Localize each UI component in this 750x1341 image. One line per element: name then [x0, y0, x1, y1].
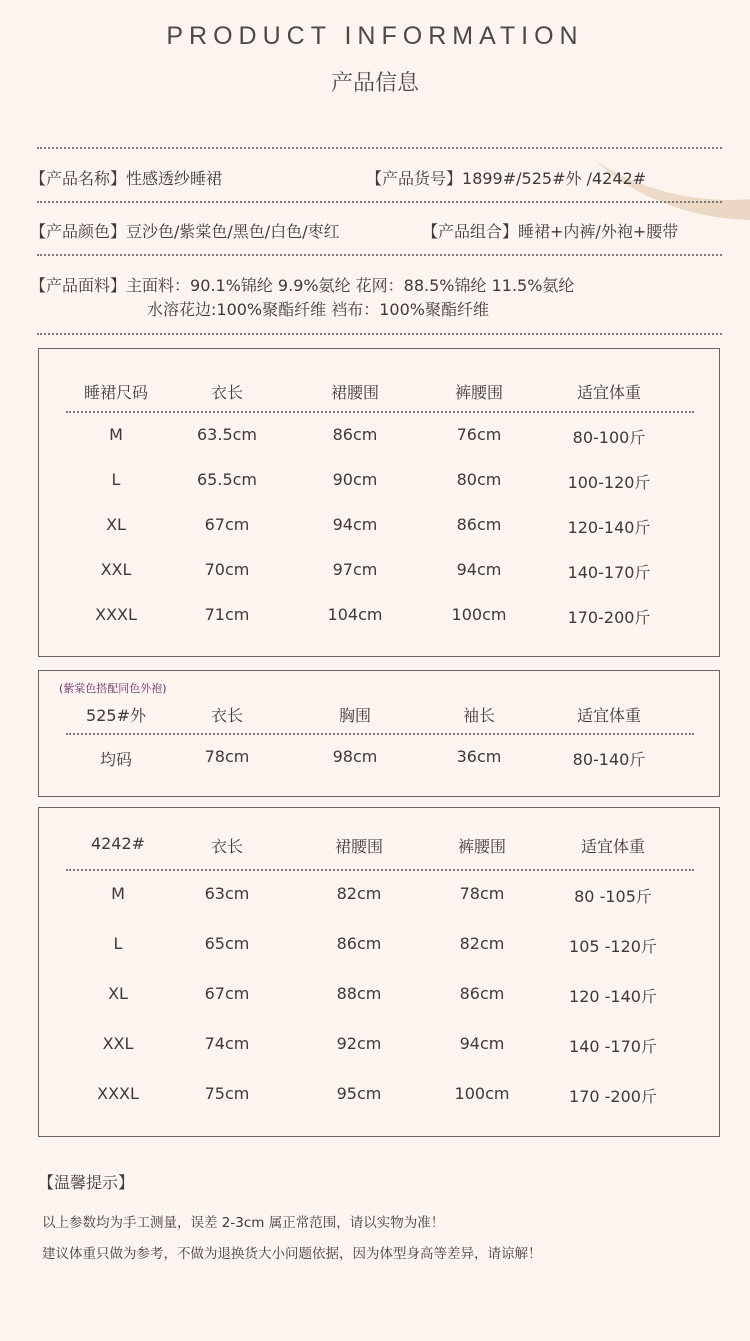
product-fabric-line1: 主面料：90.1%锦纶 9.9%氨纶 花网：88.5%锦纶 11.5%氨纶	[126, 276, 575, 295]
table-row	[39, 515, 719, 539]
table-cell: 67cm	[204, 515, 250, 534]
table-cell: 86cm	[456, 515, 502, 534]
table-cell: XL	[106, 515, 126, 534]
table-header	[39, 380, 719, 404]
product-code-label: 【产品货号】	[366, 169, 463, 188]
table-cell: M	[111, 884, 125, 903]
table-cell: 100cm	[451, 605, 507, 624]
table-cell: XXXL	[95, 605, 137, 624]
product-color-label: 【产品颜色】	[30, 222, 127, 241]
table-cell: XXL	[102, 1034, 134, 1053]
table-row	[39, 934, 719, 958]
table-header	[39, 703, 719, 727]
table-cell: 105 -120斤	[569, 937, 657, 956]
product-color	[30, 219, 340, 242]
product-fabric-label: 【产品面料】	[30, 276, 127, 295]
table-cell: 97cm	[332, 560, 378, 579]
table-cell: 63cm	[204, 884, 250, 903]
table-cell: 88cm	[336, 984, 382, 1003]
table-cell: 67cm	[204, 984, 250, 1003]
divider	[37, 333, 722, 335]
header-cell: 4242#	[90, 834, 146, 853]
header-cell: 衣长	[210, 383, 244, 402]
product-fabric	[30, 273, 574, 296]
table-cell: 80-100斤	[572, 428, 646, 447]
table-cell: L	[113, 934, 123, 953]
page-title-en: PRODUCT INFORMATION	[166, 22, 584, 50]
table-cell: L	[111, 470, 121, 489]
table-cell: 63.5cm	[196, 425, 258, 444]
table-cell: 120-140斤	[567, 518, 651, 537]
header-cell: 适宜体重	[580, 837, 646, 856]
header-cell: 裤腰围	[454, 383, 504, 402]
table-cell: 100cm	[454, 1084, 510, 1103]
table-row	[39, 560, 719, 584]
robe-note: (紫棠色搭配同色外袍)	[59, 682, 167, 695]
table-cell: 均码	[99, 750, 133, 769]
product-fabric-line2: 水溶花边:100%聚酯纤维 裆布：100%聚酯纤维	[147, 300, 489, 319]
tip-line: 以上参数均为手工测量，误差 2-3cm 属正常范围，请以实物为准！	[42, 1215, 445, 1231]
table-cell: 70cm	[204, 560, 250, 579]
table-cell: 75cm	[204, 1084, 250, 1103]
table-cell: 80cm	[456, 470, 502, 489]
table-cell: 80 -105斤	[574, 887, 652, 906]
header-cell: 睡裙尺码	[83, 383, 149, 402]
table-cell: 78cm	[204, 747, 250, 766]
header-cell: 衣长	[210, 837, 244, 856]
table-row	[39, 1034, 719, 1058]
header-divider	[66, 869, 694, 871]
table-cell: 90cm	[332, 470, 378, 489]
header-cell: 适宜体重	[576, 383, 642, 402]
table-cell: 82cm	[336, 884, 382, 903]
table-cell: 76cm	[456, 425, 502, 444]
table-cell: 74cm	[204, 1034, 250, 1053]
table-cell: 100-120斤	[567, 473, 651, 492]
table-row	[39, 470, 719, 494]
table-cell: 71cm	[204, 605, 250, 624]
product-combo-label: 【产品组合】	[422, 222, 519, 241]
page-title-cn: 产品信息	[330, 71, 419, 96]
table-cell: 80-140斤	[572, 750, 646, 769]
table-cell: 170 -200斤	[569, 1087, 657, 1106]
product-color-value: 豆沙色/紫棠色/黑色/白色/枣红	[126, 222, 340, 241]
table-row	[39, 605, 719, 629]
table-cell: 65cm	[204, 934, 250, 953]
product-name-value: 性感透纱睡裙	[126, 169, 223, 188]
size-table-robe	[38, 670, 720, 797]
product-combo-value: 睡裙+内裤/外袍+腰带	[518, 222, 679, 241]
header-divider	[66, 411, 694, 413]
table-cell: XXL	[100, 560, 132, 579]
size-table-nightdress	[38, 348, 720, 657]
header-cell: 胸围	[338, 706, 372, 725]
table-cell: 86cm	[336, 934, 382, 953]
table-cell: 98cm	[332, 747, 378, 766]
table-header	[39, 834, 719, 858]
table-row	[39, 747, 719, 771]
table-cell: 94cm	[332, 515, 378, 534]
table-cell: 78cm	[459, 884, 505, 903]
divider	[37, 254, 722, 256]
header-cell: 裙腰围	[334, 837, 384, 856]
divider	[37, 147, 722, 149]
header-cell: 衣长	[210, 706, 244, 725]
table-cell: XXXL	[97, 1084, 139, 1103]
product-name	[30, 166, 222, 189]
header-cell: 适宜体重	[576, 706, 642, 725]
table-row	[39, 884, 719, 908]
product-name-label: 【产品名称】	[30, 169, 127, 188]
divider	[37, 201, 722, 203]
header-cell: 525#外	[86, 706, 146, 725]
table-row	[39, 1084, 719, 1108]
table-cell: 120 -140斤	[569, 987, 657, 1006]
product-code	[366, 166, 646, 189]
header-cell: 裙腰围	[330, 383, 380, 402]
table-cell: 95cm	[336, 1084, 382, 1103]
header-cell: 裤腰围	[457, 837, 507, 856]
table-cell: 92cm	[336, 1034, 382, 1053]
table-cell: 94cm	[456, 560, 502, 579]
product-combo	[422, 219, 678, 242]
table-cell: 170-200斤	[567, 608, 651, 627]
header-divider	[66, 733, 694, 735]
table-cell: 86cm	[332, 425, 378, 444]
table-cell: 82cm	[459, 934, 505, 953]
table-cell: 65.5cm	[196, 470, 258, 489]
size-table-4242	[38, 807, 720, 1137]
table-cell: 86cm	[459, 984, 505, 1003]
product-code-value: 1899#/525#外 /4242#	[462, 169, 647, 188]
table-cell: 36cm	[456, 747, 502, 766]
table-cell: 104cm	[327, 605, 383, 624]
table-cell: M	[109, 425, 123, 444]
table-cell: 94cm	[459, 1034, 505, 1053]
tip-line: 建议体重只做为参考，不做为退换货大小问题依据，因为体型身高等差异，请谅解！	[42, 1246, 542, 1262]
header-cell: 袖长	[462, 706, 496, 725]
table-row	[39, 984, 719, 1008]
table-cell: 140-170斤	[567, 563, 651, 582]
table-cell: XL	[108, 984, 128, 1003]
tips-title: 【温馨提示】	[38, 1173, 135, 1192]
table-cell: 140 -170斤	[569, 1037, 657, 1056]
table-row	[39, 425, 719, 449]
